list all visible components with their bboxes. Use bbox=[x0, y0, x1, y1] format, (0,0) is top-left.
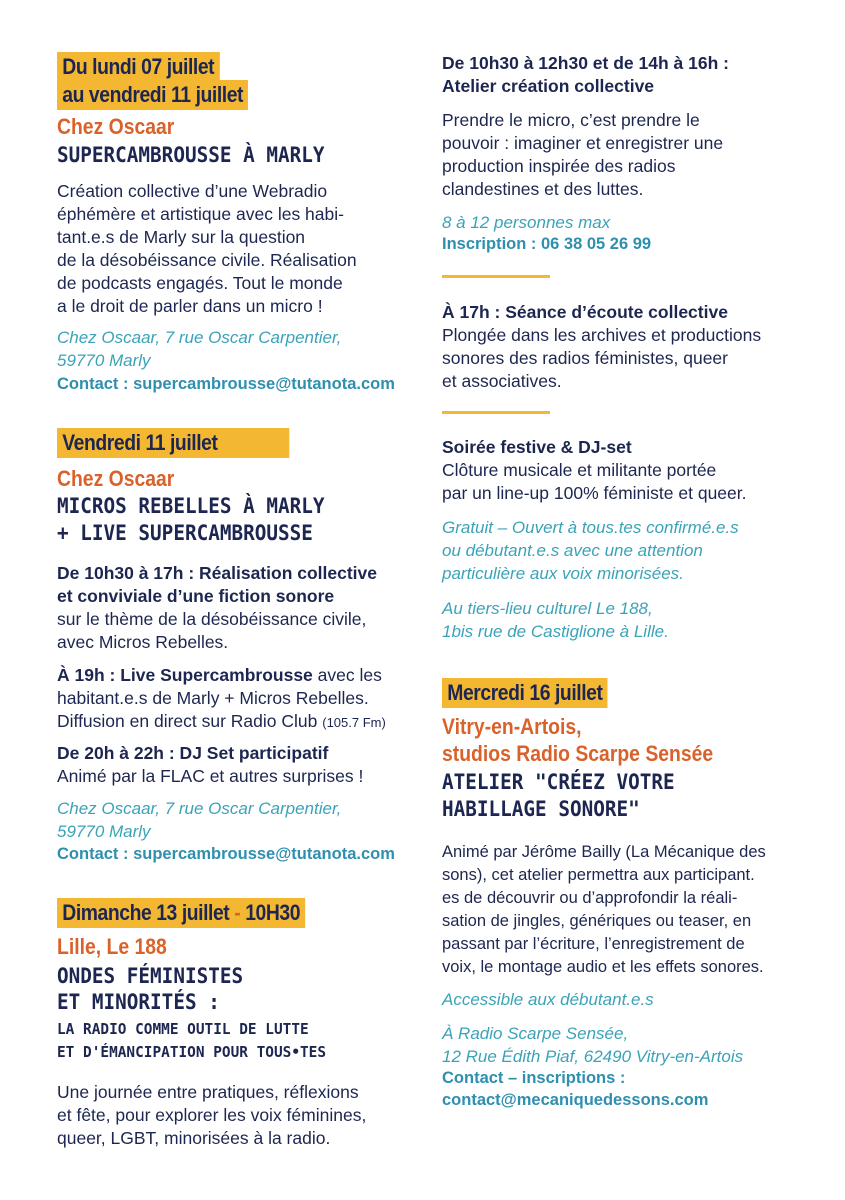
workshop-title: Atelier création collective bbox=[442, 76, 655, 96]
venue-2: Chez Oscaar bbox=[57, 466, 175, 491]
listening-title: À 17h : Séance d’écoute collective bbox=[442, 302, 728, 322]
free-note: Gratuit – Ouvert à tous.tes confirmé.e.s bbox=[442, 518, 739, 537]
desc-4-line: Animé par Jérôme Bailly (La Mécanique des bbox=[442, 843, 766, 861]
contact-1[interactable]: Contact : supercambrousse@tutanota.com bbox=[57, 375, 395, 393]
schedule-2-1: et conviviale d’une fiction sonore bbox=[57, 586, 335, 606]
schedule-2-1: sur le thème de la désobéissance civile, bbox=[57, 609, 367, 629]
place-note: 1bis rue de Castiglione à Lille. bbox=[442, 622, 669, 641]
desc-3-line: queer, LGBT, minorisées à la radio. bbox=[57, 1128, 331, 1148]
schedule-2-3: Animé par la FLAC et autres surprises ! bbox=[57, 766, 364, 786]
desc-1-line: de podcasts engagés. Tout le monde bbox=[57, 273, 343, 293]
schedule-2-1: De 10h30 à 17h : Réalisation collective bbox=[57, 563, 378, 583]
event-subtitle-3b: ET D'ÉMANCIPATION POUR TOUS•TES bbox=[57, 1043, 327, 1061]
schedule-2-3: De 20h à 22h : DJ Set participatif bbox=[57, 743, 329, 763]
contact-2[interactable]: Contact : supercambrousse@tutanota.com bbox=[57, 845, 395, 863]
venue-4a: Vitry-en-Artois, bbox=[442, 714, 582, 739]
desc-1-line: a le droit de parler dans un micro ! bbox=[57, 296, 323, 316]
party-desc: Clôture musicale et militante portée bbox=[442, 460, 717, 480]
address-2: 59770 Marly bbox=[57, 822, 151, 841]
party-title: Soirée festive & DJ-set bbox=[442, 437, 632, 457]
date-banner-3: Dimanche 13 juillet - 10H30 bbox=[57, 898, 305, 928]
address-1: Chez Oscaar, 7 rue Oscar Carpentier, bbox=[57, 328, 342, 347]
workshop-desc: production inspirée des radios bbox=[442, 156, 676, 176]
date-banner-1b: au vendredi 11 juillet bbox=[57, 80, 248, 110]
free-note: particulière aux voix minorisées. bbox=[442, 564, 684, 583]
address-4: 12 Rue Édith Piaf, 62490 Vitry-en-Artois bbox=[442, 1047, 744, 1066]
schedule-2-2: habitant.e.s de Marly + Micros Rebelles. bbox=[57, 688, 369, 708]
desc-3-line: et fête, pour explorer les voix féminines, bbox=[57, 1105, 367, 1125]
event-title-4b: HABILLAGE SONORE" bbox=[442, 797, 640, 821]
capacity: 8 à 12 personnes max bbox=[442, 213, 611, 232]
desc-4-line: sation de jingles, génériques ou teaser, en bbox=[442, 912, 752, 930]
contact-4-email[interactable]: contact@mecaniquedessons.com bbox=[442, 1091, 709, 1109]
event-title-2b: + LIVE SUPERCAMBROUSSE bbox=[57, 521, 313, 545]
level-note: Accessible aux débutant.e.s bbox=[442, 990, 654, 1009]
venue-3: Lille, Le 188 bbox=[57, 934, 167, 959]
venue-4b: studios Radio Scarpe Sensée bbox=[442, 741, 714, 766]
place-note: Au tiers-lieu culturel Le 188, bbox=[442, 599, 653, 618]
event-title-3a: ONDES FÉMINISTES bbox=[57, 964, 244, 988]
divider bbox=[442, 411, 550, 414]
inscription-phone[interactable]: Inscription : 06 38 05 26 99 bbox=[442, 235, 652, 253]
desc-4-line: passant par l’écriture, l’enregistrement de bbox=[442, 935, 745, 953]
workshop-desc: Prendre le micro, c’est prendre le bbox=[442, 110, 700, 130]
event-subtitle-3a: LA RADIO COMME OUTIL DE LUTTE bbox=[57, 1020, 309, 1038]
desc-3-line: Une journée entre pratiques, réflexions bbox=[57, 1082, 359, 1102]
desc-1-line: Création collective d’une Webradio bbox=[57, 181, 328, 201]
party-desc: par un line-up 100% féministe et queer. bbox=[442, 483, 747, 503]
address-2: Chez Oscaar, 7 rue Oscar Carpentier, bbox=[57, 799, 342, 818]
listening-desc: Plongée dans les archives et productions bbox=[442, 325, 762, 345]
date-banner-4: Mercredi 16 juillet bbox=[442, 678, 608, 708]
divider bbox=[442, 275, 550, 278]
free-note: ou débutant.e.s avec une attention bbox=[442, 541, 703, 560]
event-title-2a: MICROS REBELLES À MARLY bbox=[57, 494, 325, 518]
desc-4-line: voix, le montage audio et les effets sonores. bbox=[442, 958, 764, 976]
schedule-2-2: Diffusion en direct sur Radio Club (105.7 Fm) bbox=[57, 711, 386, 731]
workshop-desc: clandestines et des luttes. bbox=[442, 179, 644, 199]
address-1: 59770 Marly bbox=[57, 351, 151, 370]
workshop-time: De 10h30 à 12h30 et de 14h à 16h : bbox=[442, 53, 729, 73]
listening-desc: et associatives. bbox=[442, 371, 562, 391]
address-4: À Radio Scarpe Sensée, bbox=[442, 1024, 629, 1043]
schedule-2-1: avec Micros Rebelles. bbox=[57, 632, 229, 652]
desc-4-line: sons), cet atelier permettra aux participant. bbox=[442, 866, 755, 884]
event-title-4a: ATELIER "CRÉEZ VOTRE bbox=[442, 770, 675, 794]
desc-1-line: éphémère et artistique avec les habi- bbox=[57, 204, 344, 224]
contact-4-label: Contact – inscriptions : bbox=[442, 1069, 626, 1087]
date-banner-2: Vendredi 11 juillet bbox=[57, 428, 289, 458]
date-banner-1a: Du lundi 07 juillet bbox=[57, 52, 219, 82]
event-title-1: SUPERCAMBROUSSE À MARLY bbox=[57, 143, 325, 167]
workshop-desc: pouvoir : imaginer et enregistrer une bbox=[442, 133, 724, 153]
desc-1-line: tant.e.s de Marly sur la question bbox=[57, 227, 306, 247]
desc-4-line: es de découvrir ou d’approfondir la réali- bbox=[442, 889, 738, 907]
venue-1: Chez Oscaar bbox=[57, 114, 175, 139]
listening-desc: sonores des radios féministes, queer bbox=[442, 348, 728, 368]
event-title-3b: ET MINORITÉS : bbox=[57, 990, 220, 1014]
desc-1-line: de la désobéissance civile. Réalisation bbox=[57, 250, 357, 270]
schedule-2-2: À 19h : Live Supercambrousse avec les bbox=[57, 665, 382, 685]
